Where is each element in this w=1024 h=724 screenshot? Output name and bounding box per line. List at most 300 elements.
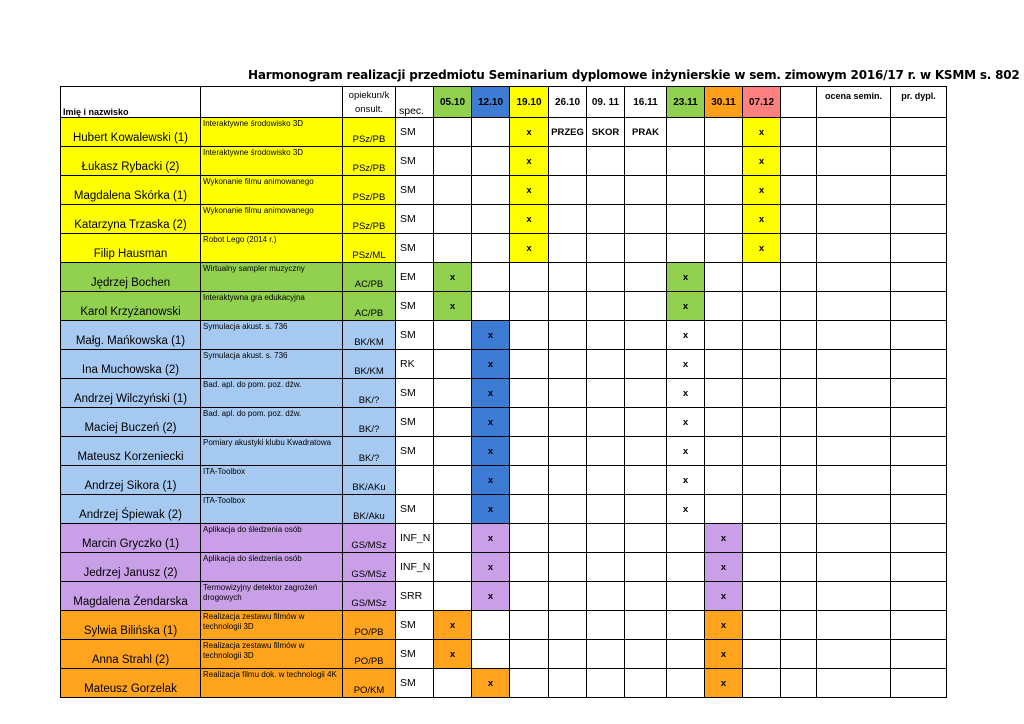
date-mark: [510, 466, 549, 495]
date-mark: [587, 669, 625, 698]
student-name: Andrzej Wilczyński (1): [61, 379, 201, 408]
grade-cell: [817, 263, 891, 292]
supervisor: PO/PB: [343, 640, 396, 669]
date-mark: x: [472, 495, 510, 524]
header-opiekun: opiekun/k onsult.: [343, 87, 396, 118]
diploma-cell: [891, 582, 947, 611]
student-name: Łukasz Rybacki (2): [61, 147, 201, 176]
date-mark: [667, 147, 705, 176]
supervisor: BK/KM: [343, 350, 396, 379]
date-mark: [434, 437, 472, 466]
date-mark: x: [472, 379, 510, 408]
specialization: SM: [396, 611, 434, 640]
date-mark: [781, 350, 817, 379]
student-name: Jędrzej Bochen: [61, 263, 201, 292]
supervisor: PSz/PB: [343, 118, 396, 147]
thesis-topic: Bad. apl. do pom. poz. dźw.: [201, 408, 343, 437]
diploma-cell: [891, 524, 947, 553]
grade-cell: [817, 408, 891, 437]
date-mark: [472, 292, 510, 321]
date-mark: x: [667, 466, 705, 495]
table-row: [61, 408, 947, 437]
date-mark: [743, 292, 781, 321]
supervisor: BK/KM: [343, 321, 396, 350]
supervisor: GS/MSz: [343, 524, 396, 553]
date-mark: [510, 379, 549, 408]
date-mark: [743, 321, 781, 350]
date-mark: PRZEG: [549, 118, 587, 147]
thesis-topic: Wykonanie filmu animowanego: [201, 205, 343, 234]
header-date: 09. 11: [587, 87, 625, 118]
date-mark: [510, 292, 549, 321]
date-mark: [781, 582, 817, 611]
student-name: Marcin Gryczko (1): [61, 524, 201, 553]
date-mark: [549, 669, 587, 698]
date-mark: [625, 147, 667, 176]
supervisor: PSz/ML: [343, 234, 396, 263]
date-mark: [434, 205, 472, 234]
header-date: 16.11: [625, 87, 667, 118]
date-mark: x: [667, 263, 705, 292]
date-mark: x: [667, 408, 705, 437]
date-mark: [781, 495, 817, 524]
student-name: Mateusz Korzeniecki: [61, 437, 201, 466]
thesis-topic: Wykonanie filmu animowanego: [201, 176, 343, 205]
date-mark: [743, 263, 781, 292]
date-mark: x: [667, 495, 705, 524]
date-mark: [781, 379, 817, 408]
grade-cell: [817, 582, 891, 611]
date-mark: [549, 147, 587, 176]
date-mark: x: [667, 321, 705, 350]
date-mark: [625, 350, 667, 379]
date-mark: [667, 669, 705, 698]
table-row: [61, 466, 947, 495]
date-mark: [587, 263, 625, 292]
grade-cell: [817, 611, 891, 640]
date-mark: [587, 176, 625, 205]
specialization: SM: [396, 205, 434, 234]
table-row: [61, 669, 947, 698]
student-name: Magdalena Żendarska: [61, 582, 201, 611]
specialization: INF_N: [396, 553, 434, 582]
date-mark: [434, 466, 472, 495]
student-name: Ina Muchowska (2): [61, 350, 201, 379]
header-date: 23.11: [667, 87, 705, 118]
date-mark: x: [472, 437, 510, 466]
date-mark: [705, 350, 743, 379]
header-name: Imię i nazwisko: [61, 87, 201, 118]
specialization: INF_N: [396, 524, 434, 553]
date-mark: [434, 176, 472, 205]
date-mark: [434, 669, 472, 698]
thesis-topic: Bad. apl. do pom. poz. dźw.: [201, 379, 343, 408]
date-mark: x: [667, 350, 705, 379]
date-mark: [587, 553, 625, 582]
grade-cell: [817, 553, 891, 582]
date-mark: x: [743, 234, 781, 263]
date-mark: x: [705, 553, 743, 582]
date-mark: [434, 379, 472, 408]
thesis-topic: Interaktywne środowisko 3D: [201, 118, 343, 147]
date-mark: [743, 553, 781, 582]
date-mark: [625, 669, 667, 698]
date-mark: x: [472, 582, 510, 611]
supervisor: AC/PB: [343, 263, 396, 292]
diploma-cell: [891, 640, 947, 669]
diploma-cell: [891, 118, 947, 147]
date-mark: [705, 379, 743, 408]
date-mark: [587, 611, 625, 640]
table-row: [61, 176, 947, 205]
date-mark: [510, 321, 549, 350]
date-mark: [587, 292, 625, 321]
date-mark: [705, 147, 743, 176]
diploma-cell: [891, 611, 947, 640]
specialization: SRR: [396, 582, 434, 611]
date-mark: [549, 234, 587, 263]
date-mark: [434, 408, 472, 437]
date-mark: [625, 379, 667, 408]
date-mark: [743, 640, 781, 669]
date-mark: [625, 553, 667, 582]
date-mark: x: [743, 176, 781, 205]
date-mark: [743, 524, 781, 553]
thesis-topic: Symulacja akust. s. 736: [201, 350, 343, 379]
date-mark: [587, 466, 625, 495]
date-mark: x: [667, 437, 705, 466]
date-mark: x: [472, 408, 510, 437]
table-row: [61, 379, 947, 408]
date-mark: [625, 292, 667, 321]
header-date: 12.10: [472, 87, 510, 118]
thesis-topic: Realizacja filmu dok. w technologii 4K: [201, 669, 343, 698]
date-mark: [781, 669, 817, 698]
specialization: SM: [396, 640, 434, 669]
date-mark: x: [472, 669, 510, 698]
supervisor: GS/MSz: [343, 553, 396, 582]
date-mark: [434, 524, 472, 553]
date-mark: x: [705, 611, 743, 640]
table-row: [61, 205, 947, 234]
date-mark: [434, 350, 472, 379]
specialization: [396, 466, 434, 495]
date-mark: [434, 495, 472, 524]
date-mark: [667, 582, 705, 611]
date-mark: [781, 524, 817, 553]
date-mark: x: [510, 234, 549, 263]
date-mark: [667, 205, 705, 234]
header-date: [781, 87, 817, 118]
table-row: [61, 611, 947, 640]
student-name: Andrzej Sikora (1): [61, 466, 201, 495]
date-mark: x: [667, 292, 705, 321]
date-mark: [587, 234, 625, 263]
date-mark: [587, 524, 625, 553]
table-row: [61, 234, 947, 263]
date-mark: [781, 118, 817, 147]
date-mark: [667, 118, 705, 147]
date-mark: [781, 611, 817, 640]
date-mark: [625, 640, 667, 669]
diploma-cell: [891, 408, 947, 437]
date-mark: [510, 437, 549, 466]
date-mark: [434, 553, 472, 582]
header-topic: [201, 87, 343, 118]
date-mark: [587, 582, 625, 611]
date-mark: [705, 495, 743, 524]
date-mark: [549, 408, 587, 437]
date-mark: x: [510, 147, 549, 176]
diploma-cell: [891, 176, 947, 205]
date-mark: [743, 669, 781, 698]
thesis-topic: Interaktywna gra edukacyjna: [201, 292, 343, 321]
date-mark: [587, 408, 625, 437]
student-name: Sylwia Bilińska (1): [61, 611, 201, 640]
table-row: [61, 582, 947, 611]
date-mark: x: [472, 350, 510, 379]
date-mark: [472, 640, 510, 669]
date-mark: [587, 437, 625, 466]
date-mark: [705, 292, 743, 321]
specialization: SM: [396, 234, 434, 263]
date-mark: [434, 118, 472, 147]
specialization: SM: [396, 379, 434, 408]
table-row: [61, 292, 947, 321]
date-mark: [472, 205, 510, 234]
student-name: Jedrzej Janusz (2): [61, 553, 201, 582]
specialization: SM: [396, 147, 434, 176]
thesis-topic: Interaktywne środowisko 3D: [201, 147, 343, 176]
thesis-topic: Aplikacja do śledzenia osób: [201, 524, 343, 553]
schedule-table: [60, 86, 947, 698]
date-mark: [472, 263, 510, 292]
header-date: 05.10: [434, 87, 472, 118]
date-mark: [510, 524, 549, 553]
date-mark: x: [510, 118, 549, 147]
date-mark: [510, 640, 549, 669]
date-mark: [510, 582, 549, 611]
diploma-cell: [891, 553, 947, 582]
date-mark: [587, 350, 625, 379]
thesis-topic: Termowizyjny detektor zagrożeń drogowych: [201, 582, 343, 611]
date-mark: [625, 176, 667, 205]
date-mark: [743, 437, 781, 466]
date-mark: [549, 640, 587, 669]
specialization: SM: [396, 176, 434, 205]
date-mark: [549, 263, 587, 292]
diploma-cell: [891, 437, 947, 466]
specialization: SM: [396, 408, 434, 437]
date-mark: [434, 321, 472, 350]
student-name: Filip Hausman: [61, 234, 201, 263]
date-mark: x: [705, 640, 743, 669]
header-spec: spec.: [396, 87, 434, 118]
date-mark: x: [667, 379, 705, 408]
student-name: Hubert Kowalewski (1): [61, 118, 201, 147]
document-title: Harmonogram realizacji przedmiotu Seminarium dyplomowe inżynierskie w sem. zimowym 2016/17 r. w KSMM s. 802: [248, 68, 1020, 82]
diploma-cell: [891, 379, 947, 408]
table-row: [61, 118, 947, 147]
date-mark: [705, 234, 743, 263]
student-name: Karol Krzyżanowski: [61, 292, 201, 321]
grade-cell: [817, 118, 891, 147]
date-mark: x: [434, 263, 472, 292]
date-mark: [781, 176, 817, 205]
supervisor: GS/MSz: [343, 582, 396, 611]
header-date: 07.12: [743, 87, 781, 118]
date-mark: [549, 553, 587, 582]
date-mark: [705, 176, 743, 205]
thesis-topic: Realizacja zestawu filmów w technologii 3D: [201, 611, 343, 640]
supervisor: PSz/PB: [343, 147, 396, 176]
table-row: [61, 350, 947, 379]
date-mark: [781, 553, 817, 582]
date-mark: [549, 176, 587, 205]
specialization: RK: [396, 350, 434, 379]
date-mark: [705, 321, 743, 350]
date-mark: SKOR: [587, 118, 625, 147]
date-mark: [625, 437, 667, 466]
date-mark: [743, 582, 781, 611]
header-ocena: ocena semin.: [817, 87, 891, 118]
date-mark: [587, 205, 625, 234]
diploma-cell: [891, 292, 947, 321]
thesis-topic: Pomiary akustyki klubu Kwadratowa: [201, 437, 343, 466]
grade-cell: [817, 466, 891, 495]
student-name: Andrzej Śpiewak (2): [61, 495, 201, 524]
date-mark: [625, 321, 667, 350]
supervisor: PSz/PB: [343, 176, 396, 205]
supervisor: BK/AKu: [343, 466, 396, 495]
grade-cell: [817, 234, 891, 263]
diploma-cell: [891, 234, 947, 263]
date-mark: [667, 234, 705, 263]
table-row: [61, 437, 947, 466]
date-mark: [587, 495, 625, 524]
date-mark: [549, 524, 587, 553]
student-name: Mateusz Gorzelak: [61, 669, 201, 698]
date-mark: [743, 495, 781, 524]
date-mark: [510, 611, 549, 640]
date-mark: [587, 640, 625, 669]
specialization: SM: [396, 669, 434, 698]
diploma-cell: [891, 147, 947, 176]
supervisor: BK/?: [343, 379, 396, 408]
date-mark: x: [743, 147, 781, 176]
grade-cell: [817, 495, 891, 524]
date-mark: [781, 321, 817, 350]
diploma-cell: [891, 263, 947, 292]
date-mark: [781, 437, 817, 466]
date-mark: [549, 466, 587, 495]
thesis-topic: ITA-Toolbox: [201, 466, 343, 495]
date-mark: [549, 379, 587, 408]
date-mark: [510, 553, 549, 582]
date-mark: [434, 234, 472, 263]
date-mark: [472, 611, 510, 640]
schedule-body: [61, 118, 947, 698]
header-date: 19.10: [510, 87, 549, 118]
date-mark: [472, 118, 510, 147]
date-mark: x: [434, 640, 472, 669]
supervisor: BK/?: [343, 437, 396, 466]
date-mark: x: [434, 292, 472, 321]
date-mark: [472, 234, 510, 263]
diploma-cell: [891, 205, 947, 234]
specialization: SM: [396, 292, 434, 321]
date-mark: [549, 582, 587, 611]
date-mark: x: [434, 611, 472, 640]
date-mark: [549, 321, 587, 350]
date-mark: [781, 640, 817, 669]
date-mark: [781, 147, 817, 176]
date-mark: [781, 408, 817, 437]
date-mark: [587, 321, 625, 350]
date-mark: [549, 350, 587, 379]
supervisor: PO/PB: [343, 611, 396, 640]
table-row: [61, 524, 947, 553]
date-mark: [705, 437, 743, 466]
thesis-topic: Aplikacja do śledzenia osób: [201, 553, 343, 582]
date-mark: [434, 147, 472, 176]
date-mark: [667, 176, 705, 205]
specialization: EM: [396, 263, 434, 292]
diploma-cell: [891, 466, 947, 495]
header-dypl: pr. dypl.: [891, 87, 947, 118]
date-mark: x: [472, 553, 510, 582]
date-mark: x: [705, 669, 743, 698]
date-mark: x: [472, 466, 510, 495]
date-mark: [667, 524, 705, 553]
date-mark: [705, 118, 743, 147]
date-mark: x: [705, 524, 743, 553]
date-mark: x: [705, 582, 743, 611]
date-mark: [549, 205, 587, 234]
date-mark: x: [472, 524, 510, 553]
specialization: SM: [396, 118, 434, 147]
date-mark: [743, 466, 781, 495]
grade-cell: [817, 379, 891, 408]
diploma-cell: [891, 495, 947, 524]
date-mark: [510, 408, 549, 437]
specialization: SM: [396, 495, 434, 524]
date-mark: [549, 495, 587, 524]
grade-cell: [817, 640, 891, 669]
supervisor: PO/KM: [343, 669, 396, 698]
date-mark: [743, 611, 781, 640]
date-mark: [667, 640, 705, 669]
student-name: Katarzyna Trzaska (2): [61, 205, 201, 234]
date-mark: [510, 669, 549, 698]
student-name: Maciej Buczeń (2): [61, 408, 201, 437]
date-mark: [472, 147, 510, 176]
date-mark: [667, 611, 705, 640]
date-mark: [705, 466, 743, 495]
date-mark: x: [510, 176, 549, 205]
table-row: [61, 553, 947, 582]
table-row: [61, 321, 947, 350]
supervisor: AC/PB: [343, 292, 396, 321]
student-name: Anna Strahl (2): [61, 640, 201, 669]
date-mark: [743, 379, 781, 408]
date-mark: [781, 263, 817, 292]
date-mark: [510, 495, 549, 524]
date-mark: x: [510, 205, 549, 234]
date-mark: [743, 408, 781, 437]
supervisor: PSz/PB: [343, 205, 396, 234]
thesis-topic: Robot Lego (2014 r.): [201, 234, 343, 263]
